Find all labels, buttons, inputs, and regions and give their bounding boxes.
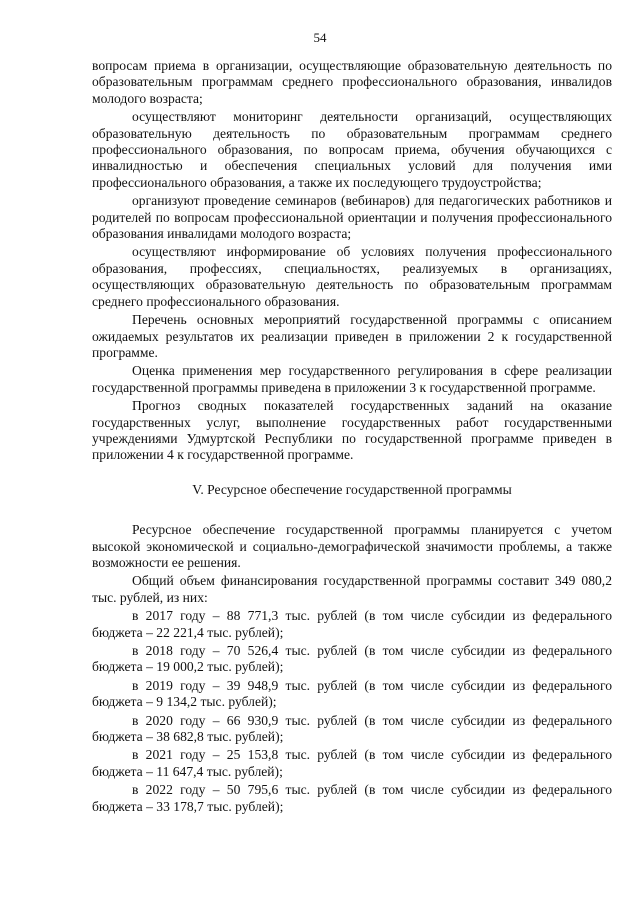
funding-year-item: в 2018 году – 70 526,4 тыс. рублей (в том числе субсидии из федерального бюджета – 19 000,2 тыс. рублей); — [92, 643, 612, 675]
funding-year-item: в 2022 году – 50 795,6 тыс. рублей (в том числе субсидии из федерального бюджета – 33 178,7 тыс. рублей); — [92, 782, 612, 814]
paragraph: вопросам приема в организации, осуществляющие образовательную деятельность по образовательным программам среднего профессионального образования, инвалидов молодого возраста; — [92, 58, 612, 106]
paragraph: Перечень основных мероприятий государственной программы с описанием ожидаемых результатов их реализации приведен в приложении 2 к государственной программе. — [92, 312, 612, 360]
funding-year-item: в 2017 году – 88 771,3 тыс. рублей (в том числе субсидии из федерального бюджета – 22 221,4 тыс. рублей); — [92, 608, 612, 640]
paragraph: Оценка применения мер государственного регулирования в сфере реализации государственной программы приведена в приложении 3 к государственной программе. — [92, 363, 612, 395]
page-number: 54 — [313, 30, 327, 45]
document-body — [92, 0, 612, 815]
paragraph: организуют проведение семинаров (вебинаров) для педагогических работников и родителей по вопросам профессиональной ориентации и получения профессионального образования инвалидами молодого возраста; — [92, 193, 612, 242]
paragraph: осуществляют мониторинг деятельности организаций, осуществляющих образовательную деятельность по образовательным программам среднего профессионального образования, по вопросам приема, обучения обучающихся с инвалидностью и обеспечения специальных условий для получения ими профессионального образования, а также их последующего трудоустройства; — [92, 109, 612, 190]
funding-year-item: в 2021 году – 25 153,8 тыс. рублей (в том числе субсидии из федерального бюджета – 11 647,4 тыс. рублей); — [92, 747, 612, 779]
funding-year-item: в 2020 году – 66 930,9 тыс. рублей (в том числе субсидии из федерального бюджета – 38 682,8 тыс. рублей); — [92, 712, 612, 745]
section-heading: V. Ресурсное обеспечение государственной программы — [192, 481, 512, 497]
paragraph: осуществляют информирование об условиях получения профессионального образования, профессиях, специальностях, реализуемых в организациях, осуществляющих образовательную деятельность по образовательным программам среднего профессионального образования. — [92, 244, 612, 309]
paragraph: Общий объем финансирования государственной программы составит 349 080,2 тыс. рублей, из них: — [92, 573, 612, 605]
paragraph: Ресурсное обеспечение государственной программы планируется с учетом высокой экономической и социально-демографической значимости проблемы, а также возможности ее решения. — [92, 522, 612, 570]
funding-year-item: в 2019 году – 39 948,9 тыс. рублей (в том числе субсидии из федерального бюджета – 9 134,2 тыс. рублей); — [92, 677, 612, 710]
paragraph: Прогноз сводных показателей государственных заданий на оказание государственных услуг, выполнение государственных работ государственными учреждениями Удмуртской Республики по государственной программе приведен в приложении 4 к государственной программе. — [92, 398, 612, 463]
